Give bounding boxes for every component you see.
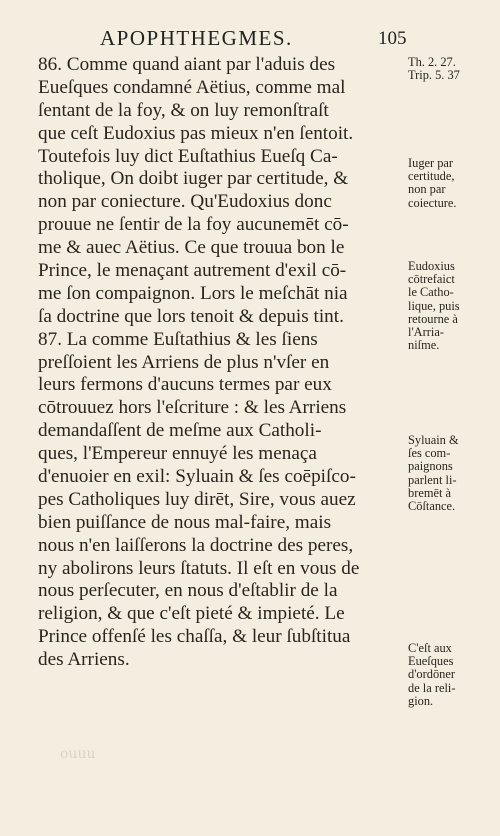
text-line: Eueſques condamné Aëtius, comme mal [38,76,346,98]
page-number: 105 [378,28,407,49]
margin-note-line: parlent li- [408,472,457,487]
text-line: me & auec Aëtius. Ce que trouua bon le [38,237,345,259]
margin-note-line: Th. 2. 27. [408,55,456,69]
running-head: APOPHTHEGMES. [100,26,293,50]
margin-note-line: paignons [408,459,453,474]
margin-note-line: Eudoxius [408,259,455,273]
margin-note-line: cōtrefaict [408,272,455,287]
page-header [0,26,500,50]
margin-note [408,260,498,352]
text-line: nous n'en laiſſerons la doctrine des peres, [38,534,354,556]
text-line: ny abolirons leurs ſtatuts. Il eſt en vous de [38,557,360,579]
text-line: non par coniecture. Qu'Eudoxius donc [38,191,332,213]
text-line: tholique, On doibt iuger par certitude, & [38,168,349,190]
margin-note-line: de la reli- [408,680,456,695]
text-line: bien puiſſance de nous mal-faire, mais [38,511,332,533]
text-line: pes Catholiques luy dirēt, Sire, vous auez [38,488,356,510]
margin-note-line: ſes com- [408,446,451,461]
text-line: demandaſſent de meſme aux Catholi- [38,420,322,442]
margin-note [408,56,498,82]
text-line: des Arriens. [38,649,130,671]
bleed-through-text: ouuu [60,746,96,762]
main-text-block [38,54,406,672]
margin-note-line: Iuger par [408,156,454,170]
margin-note-line: Syluain & [408,433,459,447]
margin-note-line: certitude, [408,169,455,184]
text-line: ſa doctrine que lors tenoit & depuis tint. [38,305,344,327]
margin-note-line: Trip. 5. 37 [408,68,460,83]
text-line: d'enuoier en exil: Syluain & ſes coēpiſco- [38,466,356,488]
margin-note [408,157,498,210]
margin-note-line: le Catho- [408,285,454,300]
margin-note-line: bremēt à [408,485,451,500]
text-line: que ceſt Eudoxius pas mieux n'en ſentoit. [38,122,354,144]
text-line: nous perſecuter, en nous d'eſtablir de la [38,580,338,602]
text-line: Prince offenſé les chaſſa, & leur ſubſtitua [38,626,351,648]
margin-note-line: d'ordōner [408,667,455,682]
margin-note-line: non par [408,182,446,197]
margin-note-line: niſme. [408,338,440,353]
text-line: leurs fermons d'aucuns termes par eux [38,374,332,396]
margin-note-line: Eueſques [408,654,454,669]
margin-note [408,434,498,513]
text-line: Toutefois luy dict Euſtathius Eueſq Ca- [38,145,338,167]
text-line: religion, & que c'eſt pieté & impieté. Le [38,603,345,625]
text-line: 86. Comme quand aiant par l'aduis des [38,54,336,75]
text-line: prouue ne ſentir de la foy aucunemēt cō- [38,214,349,236]
margin-note-line: retourne à [408,311,458,326]
text-line: ſentant de la foy, & on luy remonſtraſt [38,99,329,121]
margin-note-line: Cōſtance. [408,499,456,514]
margin-note-line: gion. [408,693,434,708]
margin-note-line: coiecture. [408,195,457,210]
margin-note-line: lique, puis [408,298,460,313]
text-line: preſſoient les Arriens de plus n'vſer en [38,351,330,373]
text-line: ques, l'Empereur ennuyé les menaça [38,443,317,465]
text-line: Prince, le menaçant autrement d'exil cō- [38,260,347,282]
text-line: 87. La comme Euſtathius & les ſiens [38,328,318,350]
margin-note-line: l'Arria- [408,325,444,340]
margin-note [408,642,498,708]
margin-note-line: C'eſt aux [408,641,452,655]
text-line: cōtrouuez hors l'eſcriture : & les Arriens [38,397,347,419]
text-line: me ſon compaignon. Lors le meſchāt nia [38,282,348,304]
